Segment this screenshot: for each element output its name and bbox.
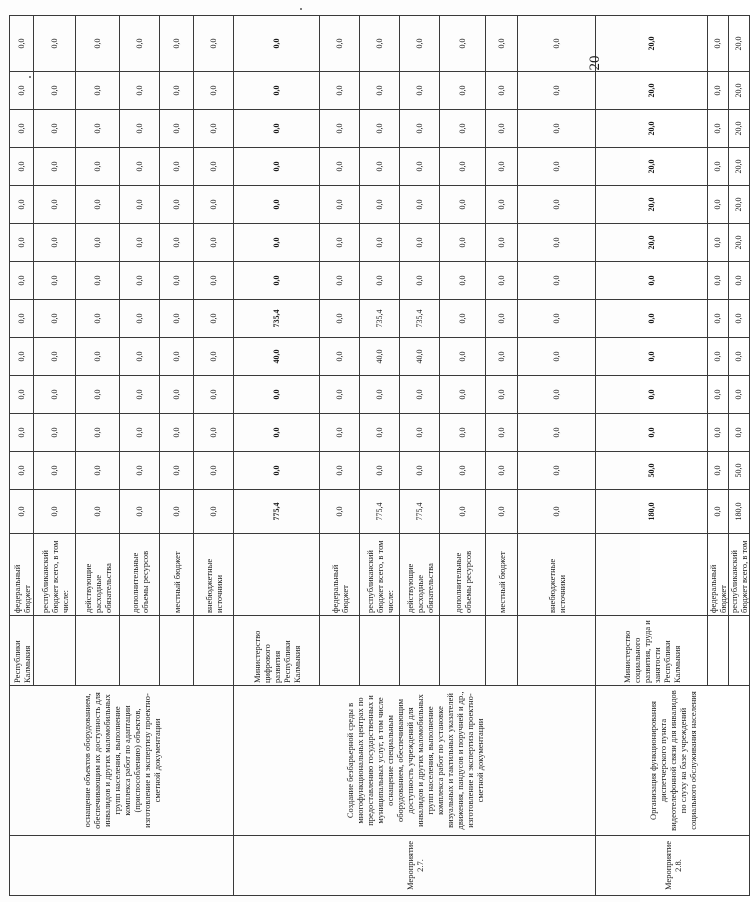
amount-cell: 735,4 [360, 300, 400, 338]
amount-cell: 0,0 [486, 186, 518, 224]
amount-cell: 0,0 [34, 376, 76, 414]
funding-source-cell [596, 534, 708, 616]
amount-cell: 0,0 [320, 72, 360, 110]
amount-cell: 0,0 [518, 338, 596, 376]
amount-cell: 0,0 [320, 338, 360, 376]
amount-cell: 0,0 [729, 338, 750, 376]
amount-cell: 0,0 [360, 110, 400, 148]
amount-cell: 0,0 [34, 148, 76, 186]
amount-cell: 0,0 [160, 414, 194, 452]
amount-cell: 0,0 [160, 186, 194, 224]
amount-cell: 0,0 [440, 110, 486, 148]
amount-cell: 0,0 [34, 110, 76, 148]
amount-cell: 0,0 [194, 16, 234, 72]
executor-cell-empty [34, 616, 76, 686]
executor-cell-empty [360, 616, 400, 686]
amount-cell: 0,0 [120, 376, 160, 414]
amount-cell: 735,4 [400, 300, 440, 338]
amount-cell: 0,0 [320, 262, 360, 300]
amount-cell: 0,0 [486, 490, 518, 534]
amount-cell: 0,0 [440, 452, 486, 490]
measure-description-cell: Организация функционирования диспетчерского пункта видеотелефонной связи для инвалидов по слуху на базе учреждений социального обслуживания населения [596, 686, 750, 836]
amount-cell: 0,0 [120, 186, 160, 224]
amount-cell: 0,0 [486, 224, 518, 262]
amount-cell: 0,0 [34, 414, 76, 452]
amount-cell: 20,0 [729, 16, 750, 72]
amount-cell: 0,0 [440, 186, 486, 224]
amount-cell: 0,0 [320, 414, 360, 452]
amount-cell: 0,0 [320, 110, 360, 148]
executor-cell-empty [320, 616, 360, 686]
executor-cell-empty [400, 616, 440, 686]
amount-cell: 0,0 [234, 110, 320, 148]
amount-cell: 0,0 [708, 110, 729, 148]
amount-cell: 0,0 [34, 452, 76, 490]
executor-cell: Министерство социального развития, труда и занятости Республики Калмыкия [596, 616, 708, 686]
amount-cell: 0,0 [120, 110, 160, 148]
amount-cell: 0,0 [400, 376, 440, 414]
amount-cell: 0,0 [400, 414, 440, 452]
amount-cell: 0,0 [76, 16, 120, 72]
funding-source-cell: республиканский бюджет всего, в том числе: [360, 534, 400, 616]
amount-cell: 0,0 [76, 72, 120, 110]
amount-cell: 0,0 [234, 376, 320, 414]
table-row [234, 16, 320, 896]
amount-cell: 0,0 [120, 300, 160, 338]
amount-cell: 0,0 [10, 376, 34, 414]
amount-cell: 20,0 [596, 110, 708, 148]
amount-cell: 0,0 [360, 224, 400, 262]
table-row [10, 16, 34, 896]
amount-cell: 0,0 [708, 16, 729, 72]
amount-cell: 0,0 [160, 148, 194, 186]
amount-cell: 20,0 [596, 186, 708, 224]
amount-cell: 0,0 [486, 414, 518, 452]
amount-cell: 0,0 [10, 452, 34, 490]
amount-cell: 0,0 [708, 490, 729, 534]
amount-cell: 50,0 [596, 452, 708, 490]
amount-cell: 0,0 [400, 186, 440, 224]
amount-cell: 735,4 [234, 300, 320, 338]
executor-cell-empty [194, 616, 234, 686]
amount-cell: 0,0 [76, 338, 120, 376]
amount-cell: 0,0 [486, 262, 518, 300]
amount-cell: 0,0 [360, 186, 400, 224]
amount-cell: 0,0 [440, 262, 486, 300]
amount-cell: 0,0 [360, 376, 400, 414]
amount-cell: 0,0 [440, 16, 486, 72]
amount-cell: 0,0 [160, 338, 194, 376]
amount-cell: 0,0 [440, 72, 486, 110]
amount-cell: 0,0 [440, 338, 486, 376]
budget-table-rotated [9, 20, 749, 896]
funding-source-cell: федеральный бюджет [320, 534, 360, 616]
amount-cell: 0,0 [76, 414, 120, 452]
amount-cell: 0,0 [160, 224, 194, 262]
amount-cell: 0,0 [160, 110, 194, 148]
funding-source-cell: действующие расходные обязательства [76, 534, 120, 616]
amount-cell: 0,0 [708, 224, 729, 262]
amount-cell: 0,0 [320, 224, 360, 262]
amount-cell: 0,0 [320, 452, 360, 490]
funding-source-cell: дополнительные объемы ресурсов [440, 534, 486, 616]
amount-cell: 0,0 [234, 72, 320, 110]
amount-cell: 775,4 [400, 490, 440, 534]
amount-cell: 0,0 [76, 300, 120, 338]
amount-cell: 20,0 [596, 16, 708, 72]
amount-cell: 0,0 [596, 338, 708, 376]
amount-cell: 0,0 [518, 16, 596, 72]
amount-cell: 0,0 [708, 262, 729, 300]
amount-cell: 0,0 [234, 452, 320, 490]
amount-cell: 0,0 [76, 262, 120, 300]
amount-cell: 0,0 [194, 376, 234, 414]
amount-cell: 0,0 [518, 224, 596, 262]
amount-cell: 0,0 [440, 490, 486, 534]
amount-cell: 20,0 [596, 72, 708, 110]
amount-cell: 0,0 [596, 262, 708, 300]
amount-cell: 0,0 [160, 490, 194, 534]
executor-cell-empty [708, 616, 729, 686]
amount-cell: 0,0 [596, 300, 708, 338]
amount-cell: 0,0 [400, 224, 440, 262]
amount-cell: 0,0 [486, 300, 518, 338]
amount-cell: 775,4 [360, 490, 400, 534]
amount-cell: 0,0 [120, 452, 160, 490]
amount-cell: 0,0 [10, 148, 34, 186]
amount-cell: 0,0 [160, 376, 194, 414]
amount-cell: 0,0 [360, 414, 400, 452]
amount-cell: 0,0 [518, 186, 596, 224]
amount-cell: 0,0 [486, 148, 518, 186]
amount-cell: 0,0 [486, 376, 518, 414]
funding-source-cell: федеральный бюджет [10, 534, 34, 616]
executor-cell-empty [160, 616, 194, 686]
amount-cell: 0,0 [360, 72, 400, 110]
amount-cell: 0,0 [708, 452, 729, 490]
amount-cell: 0,0 [708, 148, 729, 186]
amount-cell: 0,0 [320, 148, 360, 186]
amount-cell: 0,0 [518, 72, 596, 110]
amount-cell: 0,0 [400, 110, 440, 148]
amount-cell: 0,0 [596, 376, 708, 414]
measure-label-cell: Мероприятие 2.7. [234, 836, 596, 896]
amount-cell: 20,0 [596, 224, 708, 262]
table-row [596, 16, 708, 896]
amount-cell: 0,0 [234, 414, 320, 452]
amount-cell: 0,0 [518, 148, 596, 186]
amount-cell: 0,0 [34, 186, 76, 224]
amount-cell: 0,0 [729, 262, 750, 300]
amount-cell: 0,0 [76, 186, 120, 224]
amount-cell: 0,0 [10, 414, 34, 452]
amount-cell: 0,0 [440, 224, 486, 262]
amount-cell: 0,0 [400, 148, 440, 186]
page-number: 20 [587, 55, 603, 71]
amount-cell: 0,0 [120, 262, 160, 300]
amount-cell: 0,0 [486, 16, 518, 72]
amount-cell: 0,0 [194, 148, 234, 186]
funding-source-cell: внебюджетные источники [194, 534, 234, 616]
amount-cell: 0,0 [34, 338, 76, 376]
amount-cell: 0,0 [194, 72, 234, 110]
amount-cell: 0,0 [400, 452, 440, 490]
amount-cell: 0,0 [320, 376, 360, 414]
executor-cell: Министерство цифрового развития Республики Калмыкия [234, 616, 320, 686]
funding-source-cell [234, 534, 320, 616]
amount-cell: 0,0 [234, 224, 320, 262]
amount-cell: 0,0 [194, 262, 234, 300]
amount-cell: 0,0 [160, 16, 194, 72]
amount-cell: 0,0 [440, 414, 486, 452]
amount-cell: 0,0 [194, 452, 234, 490]
amount-cell: 0,0 [708, 338, 729, 376]
amount-cell: 0,0 [234, 148, 320, 186]
amount-cell: 0,0 [518, 300, 596, 338]
amount-cell: 0,0 [320, 16, 360, 72]
amount-cell: 40,0 [400, 338, 440, 376]
amount-cell: 0,0 [120, 338, 160, 376]
amount-cell: 0,0 [729, 300, 750, 338]
amount-cell: 0,0 [160, 262, 194, 300]
amount-cell: 20,0 [596, 148, 708, 186]
amount-cell: 0,0 [518, 414, 596, 452]
amount-cell: 0,0 [160, 300, 194, 338]
amount-cell: 0,0 [486, 72, 518, 110]
amount-cell: 0,0 [160, 452, 194, 490]
amount-cell: 0,0 [729, 414, 750, 452]
amount-cell: 0,0 [708, 72, 729, 110]
measure-description-cell: оснащение объектов оборудованием, обеспечивающим их доступность для инвалидов и других маломобильных групп населения, выполнение комплекса работ по адаптации (приспособлению) объектов, изготовление и экспертизу проектно-сметной документации [10, 686, 234, 836]
executor-cell-empty [76, 616, 120, 686]
amount-cell: 0,0 [34, 300, 76, 338]
amount-cell: 0,0 [400, 262, 440, 300]
amount-cell: 0,0 [76, 376, 120, 414]
amount-cell: 0,0 [708, 414, 729, 452]
amount-cell: 0,0 [10, 338, 34, 376]
amount-cell: 0,0 [34, 224, 76, 262]
amount-cell: 0,0 [360, 452, 400, 490]
amount-cell: 0,0 [34, 262, 76, 300]
scan-speck [29, 76, 31, 78]
amount-cell: 0,0 [120, 148, 160, 186]
amount-cell: 0,0 [400, 72, 440, 110]
amount-cell: 0,0 [518, 452, 596, 490]
amount-cell: 0,0 [10, 300, 34, 338]
amount-cell: 20,0 [729, 186, 750, 224]
measure-label-cell [10, 836, 234, 896]
amount-cell: 0,0 [486, 110, 518, 148]
amount-cell: 0,0 [708, 186, 729, 224]
amount-cell: 40,0 [234, 338, 320, 376]
amount-cell: 0,0 [10, 72, 34, 110]
amount-cell: 0,0 [234, 262, 320, 300]
executor-cell-empty [120, 616, 160, 686]
amount-cell: 0,0 [234, 186, 320, 224]
amount-cell: 0,0 [10, 16, 34, 72]
amount-cell: 0,0 [360, 16, 400, 72]
amount-cell: 0,0 [518, 376, 596, 414]
amount-cell: 0,0 [194, 490, 234, 534]
amount-cell: 0,0 [34, 16, 76, 72]
amount-cell: 0,0 [596, 414, 708, 452]
executor-cell-empty [486, 616, 518, 686]
amount-cell: 0,0 [320, 490, 360, 534]
amount-cell: 0,0 [486, 338, 518, 376]
amount-cell: 0,0 [320, 300, 360, 338]
amount-cell: 0,0 [486, 452, 518, 490]
amount-cell: 0,0 [10, 224, 34, 262]
amount-cell: 40,0 [360, 338, 400, 376]
amount-cell: 0,0 [120, 224, 160, 262]
measure-label-cell: Мероприятие 2.8. [596, 836, 750, 896]
amount-cell: 0,0 [194, 338, 234, 376]
funding-source-cell: действующие расходные обязательства [400, 534, 440, 616]
executor-cell-empty [518, 616, 596, 686]
amount-cell: 0,0 [76, 490, 120, 534]
executor-cell-empty [729, 616, 750, 686]
funding-source-cell: республиканский бюджет всего, в том [729, 534, 750, 616]
amount-cell: 0,0 [360, 148, 400, 186]
funding-source-cell: дополнительные объемы ресурсов [120, 534, 160, 616]
amount-cell: 0,0 [194, 224, 234, 262]
amount-cell: 0,0 [76, 148, 120, 186]
amount-cell: 0,0 [194, 110, 234, 148]
amount-cell: 0,0 [400, 16, 440, 72]
funding-source-cell: местный бюджет [160, 534, 194, 616]
funding-source-cell: республиканский бюджет всего, в том числе: [34, 534, 76, 616]
amount-cell: 0,0 [34, 490, 76, 534]
amount-cell: 0,0 [440, 300, 486, 338]
amount-cell: 0,0 [10, 490, 34, 534]
amount-cell: 0,0 [440, 148, 486, 186]
amount-cell: 0,0 [518, 110, 596, 148]
amount-cell: 180,0 [729, 490, 750, 534]
amount-cell: 775,4 [234, 490, 320, 534]
measure-description-cell: Создание безбарьерной среды в многофункциональных центрах по предоставлению государственных и муниципальных услуг, в том числе оснащение специальным оборудованием, обеспечивающим доступность учреждений для инвалидов и других маломобильных групп населения, выполнение комплекса работ по установке визуальных и тактильных указателей движения, пандусов и поручней и др., изготовление и экспертиза проектно-сметной документации [234, 686, 596, 836]
amount-cell: 0,0 [10, 110, 34, 148]
amount-cell: 0,0 [729, 376, 750, 414]
amount-cell: 0,0 [518, 490, 596, 534]
amount-cell: 0,0 [518, 262, 596, 300]
budget-table [9, 15, 750, 896]
amount-cell: 0,0 [120, 16, 160, 72]
amount-cell: 50,0 [729, 452, 750, 490]
amount-cell: 0,0 [120, 72, 160, 110]
executor-cell-empty [440, 616, 486, 686]
scan-speck [300, 8, 302, 10]
amount-cell: 0,0 [360, 262, 400, 300]
amount-cell: 0,0 [120, 414, 160, 452]
amount-cell: 0,0 [76, 452, 120, 490]
funding-source-cell: внебюджетные источники [518, 534, 596, 616]
amount-cell: 20,0 [729, 224, 750, 262]
amount-cell: 0,0 [440, 376, 486, 414]
amount-cell: 0,0 [10, 186, 34, 224]
amount-cell: 0,0 [76, 224, 120, 262]
amount-cell: 0,0 [10, 262, 34, 300]
amount-cell: 0,0 [34, 72, 76, 110]
amount-cell: 20,0 [729, 72, 750, 110]
executor-cell: Республики Калмыкия [10, 616, 34, 686]
amount-cell: 0,0 [120, 490, 160, 534]
amount-cell: 0,0 [160, 72, 194, 110]
amount-cell: 20,0 [729, 148, 750, 186]
amount-cell: 0,0 [234, 16, 320, 72]
amount-cell: 0,0 [194, 414, 234, 452]
amount-cell: 0,0 [708, 300, 729, 338]
funding-source-cell: федеральный бюджет [708, 534, 729, 616]
amount-cell: 0,0 [194, 300, 234, 338]
amount-cell: 180,0 [596, 490, 708, 534]
amount-cell: 0,0 [194, 186, 234, 224]
funding-source-cell: местный бюджет [486, 534, 518, 616]
amount-cell: 0,0 [76, 110, 120, 148]
amount-cell: 0,0 [708, 376, 729, 414]
amount-cell: 0,0 [320, 186, 360, 224]
amount-cell: 20,0 [729, 110, 750, 148]
